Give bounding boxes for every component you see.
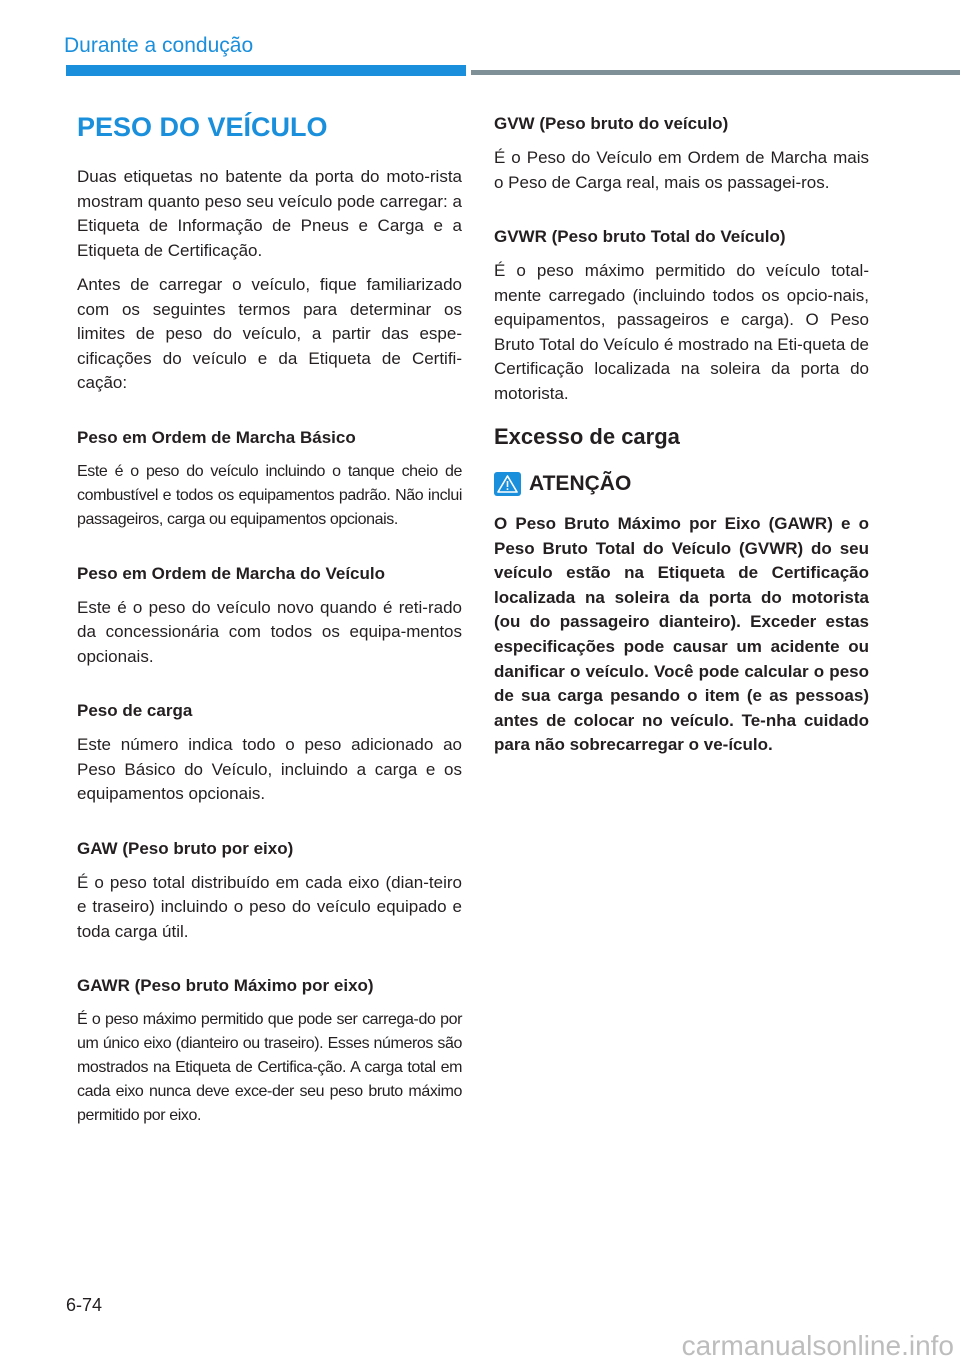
- term-heading-gvw: GVW (Peso bruto do veículo): [494, 114, 729, 133]
- header-rule-gray: [471, 70, 960, 75]
- warning-title: ATENÇÃO: [529, 472, 632, 495]
- warning-triangle-icon: [494, 472, 521, 496]
- term-heading-vehicle-curb-weight: Peso em Ordem de Marcha do Veículo: [77, 563, 385, 583]
- term-heading-basic-curb-weight: Peso em Ordem de Marcha Básico: [77, 427, 356, 447]
- left-column: [77, 100, 462, 1138]
- header-rule-accent: [66, 65, 466, 76]
- term-text-gvw: É o Peso do Veículo em Ordem de Marcha mais o Peso de Carga real, mais os passagei-ros.: [494, 148, 869, 192]
- page-number: 6-74: [66, 1295, 103, 1315]
- term-text-cargo-weight: Este número indica todo o peso adicionado ao Peso Básico do Veículo, incluindo a carga e os equipamentos opcionais.: [77, 735, 462, 803]
- term-heading-gawr: GAWR (Peso bruto Máximo por eixo): [77, 976, 374, 995]
- section-title-overload: Excesso de carga: [494, 424, 680, 449]
- right-column: [494, 114, 869, 758]
- section-header: Durante a condução: [64, 34, 254, 57]
- term-text-vehicle-curb-weight: Este é o peso do veículo novo quando é reti-rado da concessionária com todos os equipa-mentos opcionais.: [77, 597, 462, 666]
- term-text-gawr: É o peso máximo permitido que pode ser carrega-do por um único eixo (dianteiro ou traseiro). Esses números são mostrados na Etiqueta de Certifica-ção. A carga total em cada eixo nunca deve exce-der seu peso bruto máximo permitido por eixo.: [77, 1011, 462, 1124]
- term-text-gaw: É o peso total distribuído em cada eixo (dian-teiro e traseiro) incluindo o peso do veículo equipado e toda carga útil.: [77, 872, 462, 941]
- intro-paragraph-1: Duas etiquetas no batente da porta do moto-rista mostram quanto peso seu veículo pode carregar: a Etiqueta de Informação de Pneus e Carga e a Etiqueta de Certificação.: [77, 167, 462, 260]
- watermark: carmanualsonline.info: [681, 1330, 954, 1361]
- term-heading-gaw: GAW (Peso bruto por eixo): [77, 838, 294, 858]
- page-title: PESO DO VEÍCULO: [77, 112, 328, 142]
- term-heading-cargo-weight: Peso de carga: [77, 701, 193, 720]
- term-heading-gvwr: GVWR (Peso bruto Total do Veículo): [494, 227, 786, 246]
- term-text-basic-curb-weight: Este é o peso do veículo incluindo o tanque cheio de combustível e todos os equipamentos padrão. Não inclui passageiros, carga ou equipamentos opcionais.: [77, 462, 462, 528]
- intro-paragraph-2: Antes de carregar o veículo, fique familiarizado com os seguintes termos para determinar os limites de peso do veículo, a partir das espe-cificações do veículo e da Etiqueta de Certifi-cação:: [77, 275, 462, 392]
- warning-header: [494, 472, 869, 496]
- warning-text: O Peso Bruto Máximo por Eixo (GAWR) e o Peso Bruto Total do Veículo (GVWR) do seu veículo estão na Etiqueta de Certificação localizada na soleira da porta do motorista (ou do passageiro dianteiro). Exceder estas especificações pode causar um acidente ou danificar o veículo. Você pode calcular o peso de sua carga pesando o item (e as pessoas) antes de colocar no veículo. Te-nha cuidado para não sobrecarregar o ve-ículo.: [494, 514, 869, 755]
- term-text-gvwr: É o peso máximo permitido do veículo total-mente carregado (incluindo todos os opcio-nais, equipamentos, passageiros e carga). O Peso Bruto Total do Veículo é mostrado na Eti-queta de Certificação localizada na soleira da porta do motorista.: [494, 261, 869, 403]
